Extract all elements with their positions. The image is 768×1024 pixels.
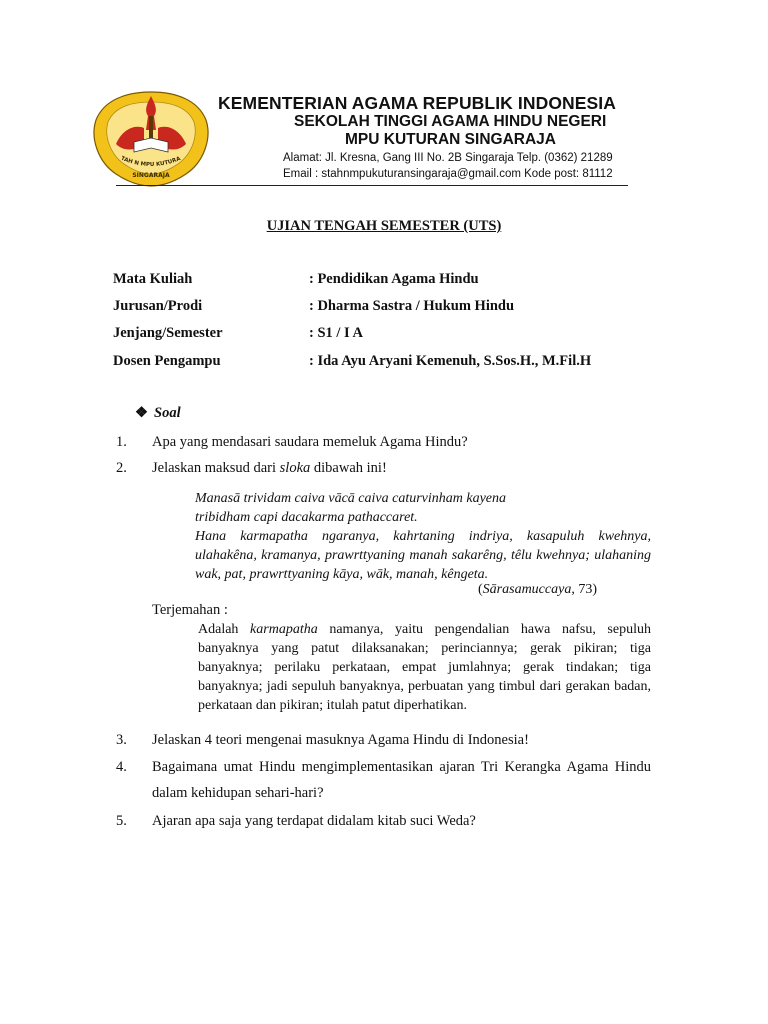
info-value: : Pendidikan Agama Hindu	[309, 271, 479, 287]
logo-text-top: TAH N MPU KUTURA	[119, 155, 182, 169]
info-label: Dosen Pengampu	[113, 353, 221, 369]
diamond-bullet-icon: ❖	[135, 405, 148, 421]
translation-line: banyaknya; perilaku perkataan, empat jumlahnya; gerak tindakan; tiga	[198, 660, 651, 675]
verse-line: Manasā trividam caiva vācā caiva caturvinham kayena	[195, 491, 507, 506]
info-label: Jenjang/Semester	[113, 325, 223, 341]
letterhead-divider	[116, 185, 628, 186]
info-label: Mata Kuliah	[113, 271, 193, 287]
exam-title: UJIAN TENGAH SEMESTER (UTS)	[266, 218, 502, 234]
verse-line: tribidham capi dacakarma pathaccaret.	[195, 510, 418, 525]
translation-line: Adalah karmapatha namanya, yaitu pengendalian hawa nafsu, sepuluh	[198, 622, 651, 637]
verse-line: ulahakêna, kramanya, prawrttyaning manah sakarêng, têlu kwehnya; ulahaning	[195, 548, 651, 563]
info-value: : Ida Ayu Aryani Kemenuh, S.Sos.H., M.Fil.H	[309, 353, 592, 369]
institution-logo	[86, 82, 216, 192]
translation-line: banyaknya yang patut dilaksanakan; perinciannya; gerak pikiran; tiga	[198, 641, 651, 656]
info-value: : Dharma Sastra / Hukum Hindu	[309, 298, 515, 314]
school-name-line2: MPU KUTURAN SINGARAJA	[345, 131, 556, 148]
question-4-continuation: dalam kehidupan sehari-hari?	[152, 785, 324, 801]
translation-text	[198, 620, 651, 715]
ministry-heading: KEMENTERIAN AGAMA REPUBLIK INDONESIA	[218, 93, 617, 113]
verse-line: wak, pat, prawrttyaning kāya, wāk, manah, kêngeta.	[195, 567, 489, 582]
logo-text-bottom: SINGARAJA	[132, 172, 170, 179]
translation-label: Terjemahan :	[152, 602, 228, 618]
translation-line: perkataan dan pikiran; itulah patut diperhatikan.	[198, 698, 468, 713]
soal-heading: ❖ Soal	[135, 405, 181, 421]
info-label: Jurusan/Prodi	[113, 298, 203, 314]
verse-line: Hana karmapatha ngaranya, kahrtaning indriya, kasapuluh kwehnya,	[195, 529, 651, 544]
translation-line: banyaknya; jadi sepuluh banyaknya, perbuatan yang timbul dari gerakan badan,	[198, 679, 651, 694]
sloka-citation: (Sārasamuccaya, 73)	[478, 582, 597, 597]
email-line: Email : stahnmpukuturansingaraja@gmail.com Kode post: 81112	[283, 168, 613, 180]
info-value: : S1 / I A	[309, 325, 363, 341]
address-line: Alamat: Jl. Kresna, Gang III No. 2B Singaraja Telp. (0362) 21289	[283, 152, 613, 164]
school-name-line1: SEKOLAH TINGGI AGAMA HINDU NEGERI	[294, 113, 607, 130]
sloka-verse	[195, 489, 651, 584]
